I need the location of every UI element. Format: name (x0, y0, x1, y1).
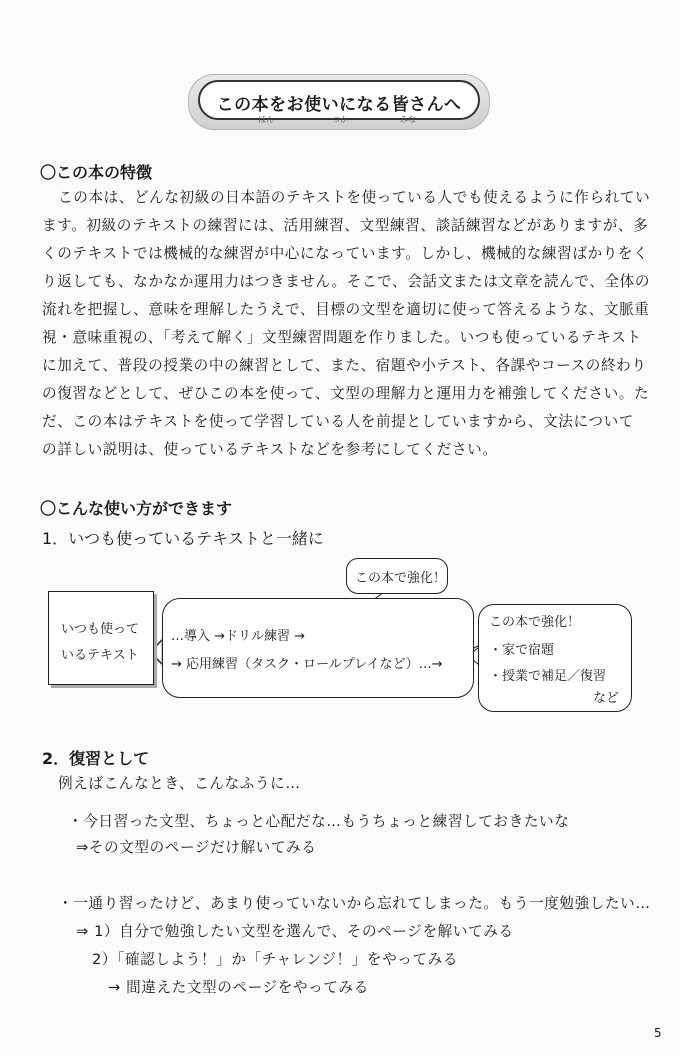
title-furigana-2: つか (332, 115, 348, 124)
subsection1-heading: 1．いつも使っているテキストと一緒に (42, 529, 324, 548)
right-item-homework: ・家で宿題 (489, 643, 555, 658)
case2-text: ・一通り習ったけど、あまり使っていないから忘れてしまった。もう一度勉強したい… (58, 895, 651, 912)
body-line-8: の復習などとして、ぜひこの本を使って、文型の理解力と運用力を補強してください。た (42, 385, 650, 402)
flow-row-2: → 応用練習（タスク・ロールプレイなど）…→ (171, 657, 443, 672)
body-line-7: に加えて、普段の授業の中の練習として、また、宿題や小テスト、各課やコースの終わり (42, 357, 647, 374)
strengthen-bubble (346, 558, 448, 594)
strengthen-box (478, 604, 632, 712)
usual-textbook-box (48, 591, 154, 685)
title-furigana-3: みな (400, 115, 416, 124)
body-line-6: 視・意味重視の、「考えて解く」文型練習問題を作りました。いつも使っているテキスト (42, 329, 642, 346)
example-intro: 例えばこんなとき、こんなふうに… (58, 775, 301, 792)
case1-arrow: ⇒その文型のページだけ解いてみる (76, 839, 317, 856)
bubble-top-text: この本で強化！ (355, 571, 447, 586)
body-line-5: 流れを把握し、意味を理解したうえで、目標の文型を適切に使って答えるような、文脈重 (42, 301, 650, 318)
flow-row-1: …導入 →ドリル練習 → (171, 629, 306, 644)
body-line-9: だ、この本はテキストを使って学習している人を前提としていますから、文法について (42, 413, 634, 430)
case1-text: ・今日習った文型、ちょっと心配だな…もうちょっと練習しておきたいな (68, 813, 570, 830)
subsection2-heading: 2．復習として (42, 749, 150, 768)
left-box-line-2: いるテキスト (61, 648, 139, 663)
case2-step3: → 間違えた文型のページをやってみる (108, 979, 369, 996)
page-title: この本をお使いになる皆さんへ (216, 95, 462, 115)
body-line-3: くのテキストでは機械的な練習が中心になっています。しかし、機械的な練習ばかりをく (42, 245, 649, 262)
page-number: 5 (654, 1026, 662, 1040)
right-item-etc: など (592, 691, 619, 706)
right-item-review: ・授業で補足／復習 (489, 669, 607, 684)
body-line-1: この本は、どんな初級の日本語のテキストを使っている人でも使えるように作られてい (58, 189, 651, 206)
body-line-10: の詳しい説明は、使っているテキストなどを参考にしてください。 (42, 441, 498, 458)
body-line-4: り返しても、なかなか運用力はつきません。そこで、会話文または文章を読んで、全体の (42, 273, 651, 290)
right-box-title: この本で強化！ (489, 615, 581, 630)
section1-heading: 〇この本の特徴 (40, 163, 153, 182)
case2-step2: 2）「確認しよう！」か「チャレンジ！」をやってみる (92, 951, 459, 968)
case2-step1: ⇒ 1）自分で勉強したい文型を選んで、そのページを解いてみる (76, 923, 514, 940)
left-box-line-1: いつも使って (61, 622, 140, 637)
title-furigana-1: ほん (258, 115, 274, 124)
body-line-2: ます。初級のテキストの練習には、活用練習、文型練習、談話練習などがありますが、多 (42, 217, 649, 234)
lesson-flow-box (162, 598, 474, 698)
section2-heading: 〇こんな使い方ができます (40, 499, 233, 518)
